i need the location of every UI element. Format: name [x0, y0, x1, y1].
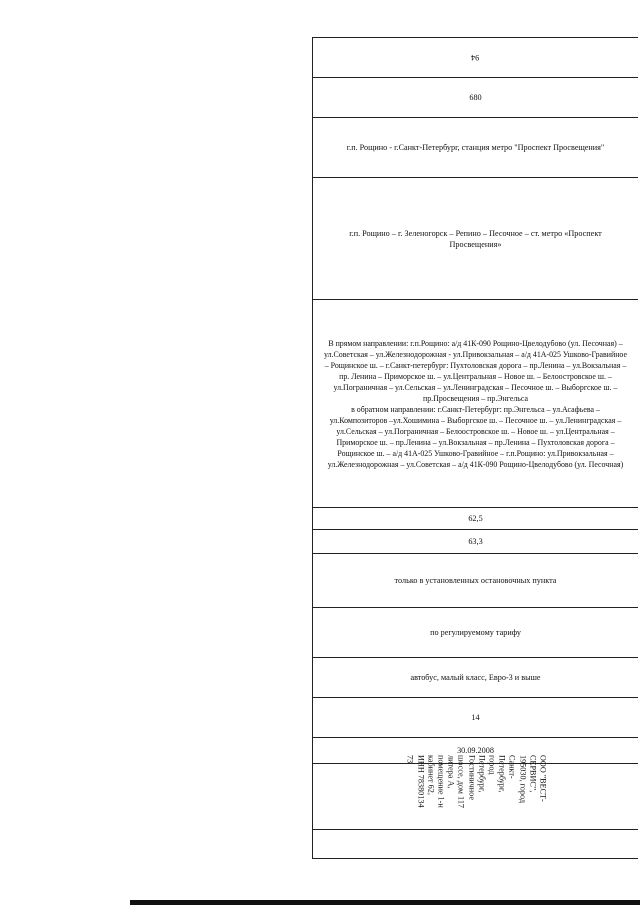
- vehicle-count-cell: [313, 697, 638, 737]
- vehicle-type: автобус, малый класс, Евро-3 и выше: [410, 673, 541, 682]
- length-backward-cell: [313, 529, 638, 553]
- route-name: г.п. Рощино - г.Санкт-Петербург, станция метро "Проспект Просвещения": [346, 143, 605, 152]
- route-streets: В прямом направлении: г.п.Рощино: а/д 41К-090 Рощино-Цвелодубово (ул. Песочная) – ул.Советская – ул.Железнодорожная - ул.Привокзальная – а/д 41А-025 Ушково-Гравийное – Рощинское ш. – г.Санкт-петербург: Пухтоловская дорога – пр.Ленина – ул.Вокзальная – пр. Ленина – Приморское ш. – ул.Центральная – Новое ш. – Белоостровское ш. – ул.Пограничная – ул.Сельская – ул.Ленинградская – Песочное ш. – Выборгское ш. – пр.Просвещения – пр.Энгельса в обратном направлении: г.Санкт-Петербург: пр.Энгельса – ул.Асафьева – ул.Композиторов –ул.Хошимина – Выборгское ш. – Песочное ш. – ул.Ленинградская – ул.Сельская – ул.Пограничная – Белоостровское ш. – Новое ш. – ул.Центральная – Приморское ш. – пр.Ленина – ул.Вокзальная – пр.Ленина – Пухтоловская дорога – Рощинское ш. – а/д 41А-025 Ушково-Гравийное – г.п.Рощино: ул.Привокзальная – ул.Железнодорожная – ул.Советская – а/д 41К-090 Рощино-Цвелодубово (ул. Песочная): [324, 338, 627, 469]
- stop-procedure: только в установленных остановочных пункта: [394, 576, 557, 585]
- carrier-info: ООО "ВЕСТ- СЕРВИС", 195030, город Санкт- Петербург, город Петербург, Гостиничное шоссе, дом 117 литера А, помещение 1-н кабинет 62, ИНН 78380134 73: [405, 754, 547, 808]
- registry-number: 680: [469, 93, 482, 102]
- fare-type-cell: [313, 607, 638, 657]
- route-number-cell: [313, 37, 638, 77]
- length-forward-cell: [313, 507, 638, 529]
- stop-procedure-cell: [313, 553, 638, 607]
- route-streets-cell: [313, 299, 638, 507]
- bottom-edge-line: [130, 900, 640, 905]
- empty-cell: [313, 829, 638, 859]
- fare-type: по регулируемому тарифу: [430, 628, 521, 637]
- start-date: 30.09.2008: [457, 746, 494, 755]
- route-number: 94: [471, 53, 480, 62]
- intermediate-stops-cell: [313, 177, 638, 299]
- length-forward: 62,5: [468, 514, 483, 523]
- intermediate-stops: г.п. Рощино – г. Зеленогорск – Репино – Песочное – ст. метро «Проспект Просвещения»: [349, 228, 602, 249]
- vehicle-type-cell: [313, 657, 638, 697]
- route-name-cell: [313, 117, 638, 177]
- length-backward: 63,3: [468, 537, 483, 546]
- carrier-cell: [313, 754, 638, 829]
- registry-number-cell: [313, 77, 638, 117]
- vehicle-count: 14: [471, 713, 480, 722]
- route-table: [312, 37, 638, 859]
